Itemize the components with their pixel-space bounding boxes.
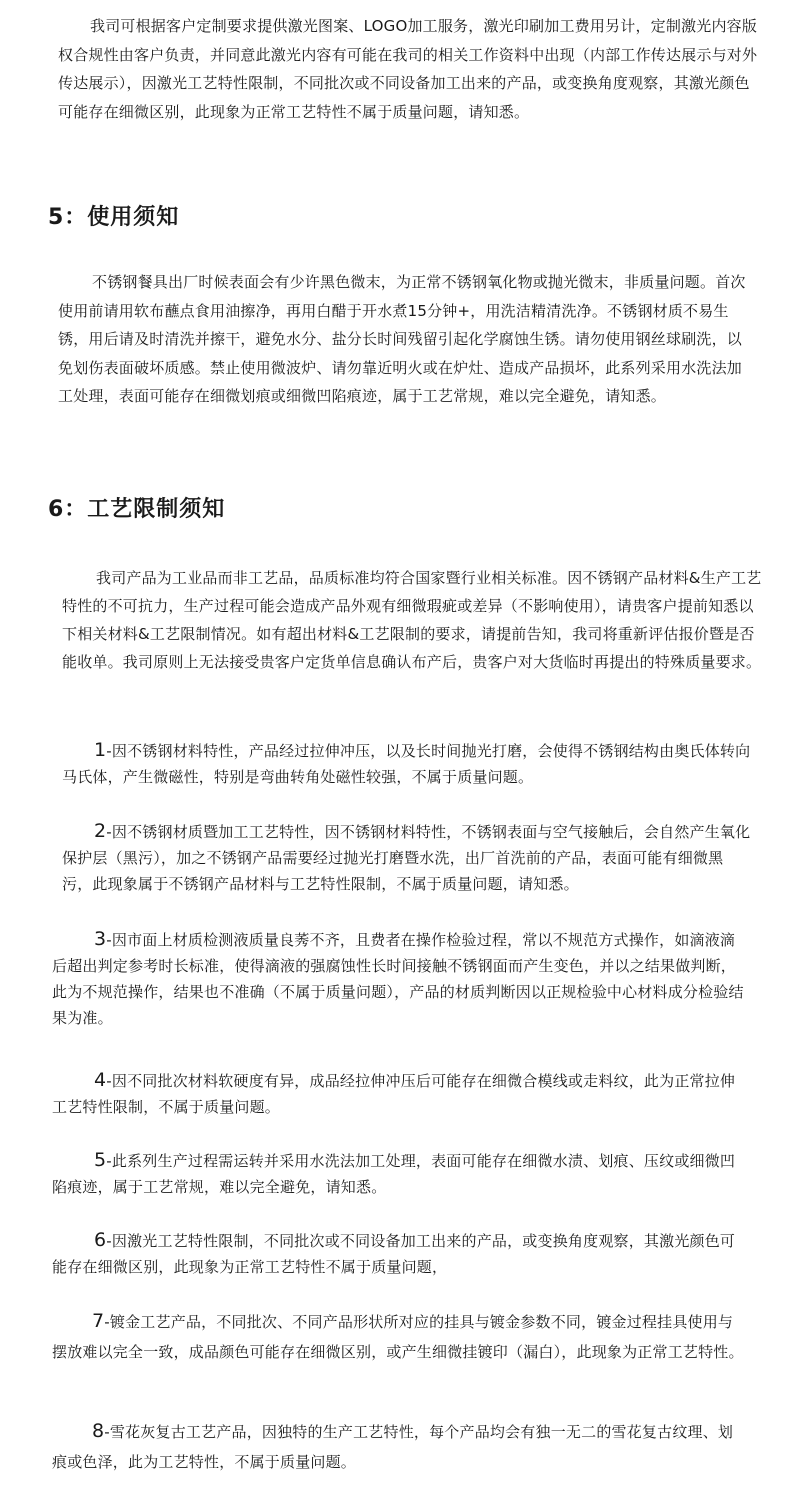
list-item-text: -雪花灰复古工艺产品，因独特的生产工艺特性，每个产品均会有独一无二的雪花复古纹理、划痕或色泽，此为工艺特性，不属于质量问题。	[52, 1423, 734, 1471]
list-item-8	[52, 1416, 748, 1477]
list-item-number: 4	[94, 1069, 107, 1091]
list-item-6	[52, 1227, 748, 1280]
list-item-number: 8	[92, 1420, 105, 1442]
list-item-text: -因不锈钢材料特性，产品经过拉伸冲压，以及长时间抛光打磨，会使得不锈钢结构由奥氏体转向马氏体，产生微磁性，特别是弯曲转角处磁性较强，不属于质量问题。	[62, 742, 751, 786]
list-item-number: 7	[92, 1310, 105, 1332]
list-item-text: -因不同批次材料软硬度有异，成品经拉伸冲压后可能存在细微合模线或走料纹，此为正常拉伸工艺特性限制，不属于质量问题。	[52, 1072, 736, 1116]
list-item-4	[52, 1067, 748, 1120]
list-item-number: 3	[94, 928, 107, 950]
list-item-text: -此系列生产过程需运转并采用水洗法加工处理，表面可能存在细微水渍、划痕、压纹或细微凹陷痕迹，属于工艺常规，难以完全避免，请知悉。	[52, 1152, 736, 1196]
section-6-heading: 6：工艺限制须知	[48, 497, 226, 522]
list-item-7	[52, 1306, 748, 1367]
list-item-text: -因市面上材质检测液质量良莠不齐，且费者在操作检验过程，常以不规范方式操作，如滴液滴后超出判定参考时长标准，使得滴液的强腐蚀性长时间接触不锈钢面而产生变色，并以之结果做判断，此为不规范操作，结果也不准确（不属于质量问题），产品的材质判断因以正规检验中心材料成分检验结果为准。	[52, 931, 744, 1027]
laser-notice-paragraph: 我司可根据客户定制要求提供激光图案、LOGO加工服务，激光印刷加工费用另计，定制激光内容版权合规性由客户负责，并同意此激光内容有可能在我司的相关工作资料中出现（内部工作传达展示与对外传达展示），因激光工艺特性限制，不同批次或不同设备加工出来的产品，或变换角度观察，其激光颜色可能存在细微区别，此现象为正常工艺特性不属于质量问题，请知悉。	[58, 17, 758, 121]
list-item-number: 5	[94, 1149, 107, 1171]
list-item-3	[52, 926, 748, 1031]
list-item-2	[62, 818, 752, 897]
list-item-text: -因不锈钢材质暨加工工艺特性，因不锈钢材料特性，不锈钢表面与空气接触后，会自然产生氧化保护层（黑污），加之不锈钢产品需要经过抛光打磨暨水洗，出厂首洗前的产品，表面可能有细微黑污，此现象属于不锈钢产品材料与工艺特性限制，不属于质量问题，请知悉。	[62, 823, 751, 893]
list-item-text: -因激光工艺特性限制，不同批次或不同设备加工出来的产品，或变换角度观察，其激光颜色可能存在细微区别，此现象为正常工艺特性不属于质量问题，	[52, 1232, 736, 1276]
list-item-number: 6	[94, 1229, 107, 1251]
section-6-intro: 我司产品为工业品而非工艺品，品质标准均符合国家暨行业相关标准。因不锈钢产品材料&生产工艺特性的不可抗力，生产过程可能会造成产品外观有细微瑕疵或差异（不影响使用），请贵客户提前知悉以下相关材料&工艺限制情况。如有超出材料&工艺限制的要求，请提前告知，我司将重新评估报价暨是否能收单。我司原则上无法接受贵客户定货单信息确认布产后，贵客户对大货临时再提出的特殊质量要求。	[62, 569, 762, 671]
list-item-number: 2	[94, 820, 107, 842]
list-item-number: 1	[94, 739, 107, 761]
list-item-5	[52, 1147, 748, 1200]
section-5-body: 不锈钢餐具出厂时候表面会有少许黑色微末，为正常不锈钢氧化物或抛光微末，非质量问题。首次使用前请用软布蘸点食用油擦净，再用白醋于开水煮15分钟+，用洗洁精清洗净。不锈钢材质不易生锈，用后请及时清洗并擦干，避免水分、盐分长时间残留引起化学腐蚀生锈。请勿使用钢丝球刷洗，以免划伤表面破坏质感。禁止使用微波炉、请勿靠近明火或在炉灶、造成产品损坏，此系列采用水洗法加工处理，表面可能存在细微划痕或细微凹陷痕迹，属于工艺常规，难以完全避免，请知悉。	[58, 273, 746, 405]
list-item-text: -镀金工艺产品，不同批次、不同产品形状所对应的挂具与镀金参数不同，镀金过程挂具使用与摆放难以完全一致，成品颜色可能存在细微区别，或产生细微挂镀印（漏白），此现象为正常工艺特性。	[52, 1313, 744, 1361]
section-5-heading: 5：使用须知	[48, 205, 180, 230]
list-item-1	[62, 737, 752, 790]
